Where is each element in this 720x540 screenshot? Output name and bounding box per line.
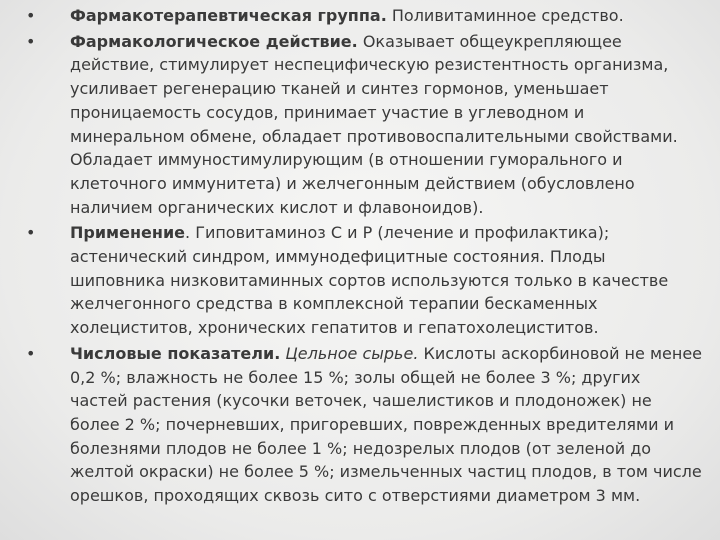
item-term: Применение (70, 223, 186, 243)
bullet-list (26, 4, 702, 510)
list-item-pharmacological-action (26, 30, 702, 220)
item-text: . Гиповитаминоз С и Р (лечение и профилактика); астенический синдром, иммунодефицитные состояния. Плоды шиповника низковитаминных сортов используются только в качестве желчегонного средства в комплексной терапии бескаменных холециститов, хронических гепатитов и гепатохолециститов. (70, 223, 669, 338)
item-term: Числовые показатели. (70, 343, 281, 363)
item-text: Кислоты аскорбиновой не менее 0,2 %; влажность не более 15 %; золы общей не более 3 %; других частей растения (кусочки веточек, чашелистиков и плодоножек) не более 2 %; почерневших, пригоревших, поврежденных вредителями и болезнями плодов не более 1 %; недозрелых плодов (от зеленой до желтой окраски) не более 5 %; измельченных частиц плодов, в том числе орешков, проходящих сквозь сито с отверстиями диаметром 3 мм. (70, 343, 702, 506)
list-item-application (26, 221, 702, 340)
item-italic: Цельное сырье. (280, 343, 419, 363)
bullet-icon: • (26, 31, 36, 51)
item-term: Фармакологическое действие. (70, 31, 358, 51)
item-text: Поливитаминное средство. (386, 6, 624, 25)
bullet-icon: • (26, 343, 36, 363)
bullet-icon: • (26, 223, 36, 243)
list-item-numeric-indicators (26, 342, 702, 508)
bullet-icon: • (26, 6, 36, 25)
item-text: Оказывает общеукрепляющее действие, стимулирует неспецифическую резистентность организма, усиливает регенерацию тканей и синтез гормонов, уменьшает проницаемость сосудов, принимает участие в углеводном и минеральном обмене, обладает противовоспалительными свойствами. Обладает иммуностимулирующим (в отношении гуморального и клеточного иммунитета) и желчегонным действием (обусловлено наличием органических кислот и флавоноидов). (70, 31, 678, 217)
item-term: Фармакотерапевтическая группа. (70, 6, 387, 25)
list-item-pharmacotherapeutic-group (26, 4, 702, 28)
